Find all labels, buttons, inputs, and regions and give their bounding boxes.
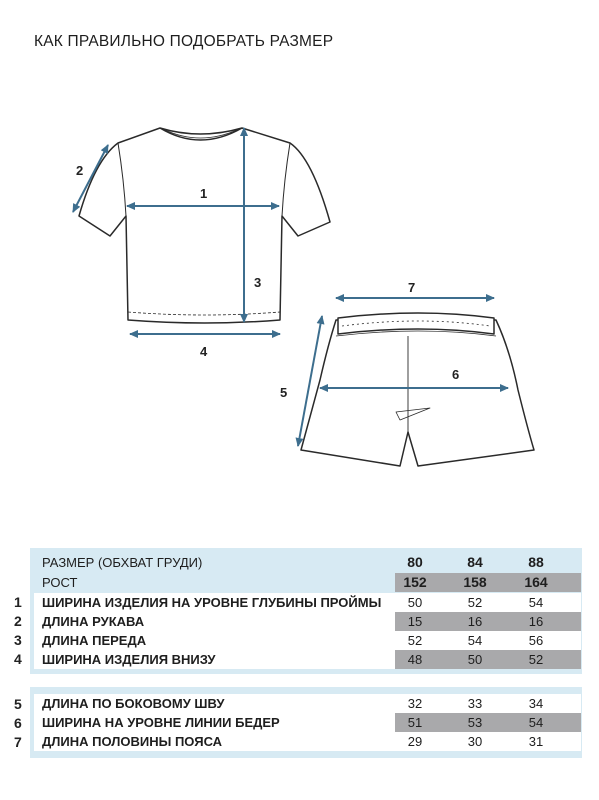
row-label: ШИРИНА ИЗДЕЛИЯ НА УРОВНЕ ГЛУБИНЫ ПРОЙМЫ (42, 595, 382, 610)
cell-value: 29 (407, 734, 423, 749)
table-row (34, 650, 582, 669)
table-row (34, 631, 582, 650)
cell-value: 33 (467, 696, 483, 711)
cell-value: 56 (528, 633, 544, 648)
cell-value: 31 (528, 734, 544, 749)
row-number: 2 (14, 613, 22, 629)
cell-value: 30 (467, 734, 483, 749)
row-number: 4 (14, 651, 22, 667)
cell-value: 54 (528, 595, 544, 610)
row-label: ДЛИНА ПО БОКОВОМУ ШВУ (42, 696, 225, 711)
cell-value: 34 (528, 696, 544, 711)
row-number: 5 (14, 696, 22, 712)
cell-value: 15 (407, 614, 423, 629)
label-2: 2 (76, 163, 84, 178)
row-number: 1 (14, 594, 22, 610)
cell-value: 54 (467, 633, 483, 648)
label-6: 6 (452, 367, 460, 382)
size-header-label: РАЗМЕР (ОБХВАТ ГРУДИ) (42, 555, 203, 570)
cell-value: 53 (467, 715, 483, 730)
row-number: 7 (14, 734, 22, 750)
table-row (34, 612, 582, 631)
row-label: ШИРИНА ИЗДЕЛИЯ ВНИЗУ (42, 652, 216, 667)
height-value: 164 (524, 574, 548, 590)
cell-value: 48 (407, 652, 423, 667)
cell-value: 16 (467, 614, 483, 629)
cell-value: 51 (407, 715, 423, 730)
table-row (34, 593, 582, 612)
cell-value: 16 (528, 614, 544, 629)
height-value: 158 (463, 574, 487, 590)
cell-value: 32 (407, 696, 423, 711)
row-number: 3 (14, 632, 22, 648)
label-4: 4 (200, 344, 208, 359)
row-number: 6 (14, 715, 22, 731)
cell-value: 52 (407, 633, 423, 648)
label-7: 7 (408, 280, 416, 295)
size-header-row (34, 553, 582, 572)
row-label: ШИРИНА НА УРОВНЕ ЛИНИИ БЕДЕР (42, 715, 280, 730)
label-1: 1 (200, 186, 208, 201)
label-3: 3 (254, 275, 262, 290)
size-value: 88 (528, 554, 544, 570)
size-value: 84 (467, 554, 483, 570)
cell-value: 50 (467, 652, 483, 667)
size-value: 80 (407, 554, 423, 570)
table-row (34, 713, 582, 732)
height-label: РОСТ (42, 575, 78, 590)
height-row (34, 573, 582, 592)
row-label: ДЛИНА ПОЛОВИНЫ ПОЯСА (42, 734, 223, 749)
cell-value: 52 (467, 595, 483, 610)
page-title: КАК ПРАВИЛЬНО ПОДОБРАТЬ РАЗМЕР (34, 33, 334, 50)
row-label: ДЛИНА ПЕРЕДА (42, 633, 147, 648)
cell-value: 50 (407, 595, 423, 610)
table-row (34, 732, 582, 751)
tshirt-illustration (79, 128, 330, 323)
label-5: 5 (280, 385, 288, 400)
shorts-illustration (301, 313, 534, 466)
height-value: 152 (403, 574, 427, 590)
cell-value: 52 (528, 652, 544, 667)
cell-value: 54 (528, 715, 544, 730)
row-label: ДЛИНА РУКАВА (42, 614, 145, 629)
table-row (34, 694, 582, 713)
